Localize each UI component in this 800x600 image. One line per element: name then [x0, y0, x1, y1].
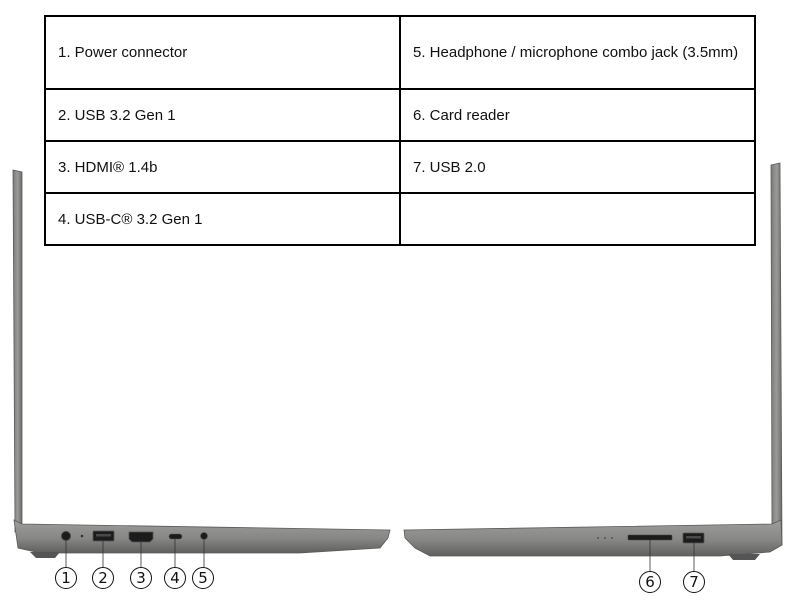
table-cell: 2. USB 3.2 Gen 1 [45, 89, 400, 141]
callout-4: 4 [164, 567, 186, 589]
callout-1: 1 [55, 567, 77, 589]
audio-jack-port [201, 533, 208, 540]
right-side-laptop [404, 163, 782, 560]
table-cell: 6. Card reader [400, 89, 755, 141]
table-cell: 4. USB-C® 3.2 Gen 1 [45, 193, 400, 245]
status-led [81, 535, 84, 538]
right-laptop-base [404, 520, 782, 556]
callout-2: 2 [92, 567, 114, 589]
table-cell: 5. Headphone / microphone combo jack (3.5mm) [400, 16, 755, 89]
right-laptop-foot [728, 554, 760, 560]
left-side-laptop [13, 170, 390, 558]
left-laptop-foot [30, 552, 60, 558]
callout-7: 7 [683, 571, 705, 593]
callout-5: 5 [192, 567, 214, 589]
usb-c-port [169, 534, 182, 539]
hdmi-port [129, 532, 153, 542]
card-reader-slot [628, 535, 672, 540]
table-cell: 3. HDMI® 1.4b [45, 141, 400, 193]
callout-3: 3 [130, 567, 152, 589]
table-cell: 7. USB 2.0 [400, 141, 755, 193]
right-laptop-lid [771, 163, 782, 545]
power-connector-port [62, 532, 71, 541]
left-laptop-lid [13, 170, 22, 532]
table-cell: 1. Power connector [45, 16, 400, 89]
callout-6: 6 [639, 571, 661, 593]
